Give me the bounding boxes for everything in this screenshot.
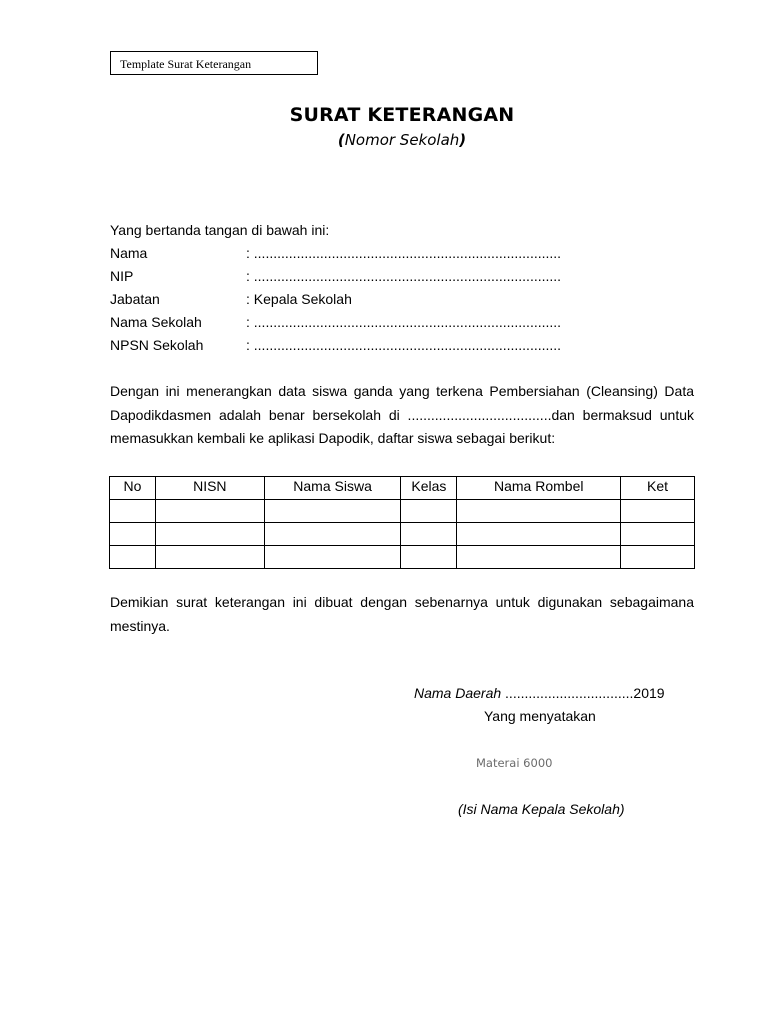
body-paragraph <box>110 380 694 451</box>
table-cell <box>110 546 156 569</box>
table-cell <box>457 546 621 569</box>
column-header-no: No <box>110 477 156 500</box>
column-header-nisn: NISN <box>155 477 264 500</box>
table-cell <box>457 500 621 523</box>
table-cell <box>110 500 156 523</box>
table-cell <box>621 500 695 523</box>
materai-stamp-label: Materai 6000 <box>476 756 553 770</box>
column-header-ket: Ket <box>621 477 695 500</box>
table-cell <box>155 500 264 523</box>
subtitle-open-paren: ( <box>337 131 345 149</box>
table-cell <box>264 546 401 569</box>
table-cell <box>155 546 264 569</box>
column-header-nama-siswa: Nama Siswa <box>264 477 401 500</box>
table-cell <box>110 523 156 546</box>
body-line-1: Dengan ini menerangkan data siswa ganda yang terkena Pembersiahan (Cleansing) Data <box>110 383 694 399</box>
field-label-nama: Nama <box>110 245 148 261</box>
signature-place-date <box>414 685 665 701</box>
table-cell <box>621 523 695 546</box>
field-label-nip: NIP <box>110 268 134 284</box>
subtitle-close-paren: ) <box>459 131 467 149</box>
student-table <box>109 476 695 569</box>
table-header-row <box>110 477 695 500</box>
document-title: SURAT KETERANGAN <box>289 104 515 126</box>
table-cell <box>401 546 457 569</box>
field-label-nama-sekolah: Nama Sekolah <box>110 314 202 330</box>
template-label: Template Surat Keterangan <box>120 57 252 71</box>
table-cell <box>155 523 264 546</box>
table-row <box>110 523 695 546</box>
field-value-nip: : ............................................................................... <box>246 268 562 284</box>
field-value-jabatan: : Kepala Sekolah <box>246 291 352 307</box>
signature-name: (Isi Nama Kepala Sekolah) <box>458 801 625 817</box>
field-value-npsn: : ............................................................................... <box>246 337 562 353</box>
table-cell <box>621 546 695 569</box>
field-label-jabatan: Jabatan <box>110 291 160 307</box>
body-line-3: memasukkan kembali ke aplikasi Dapodik, daftar siswa sebagai berikut: <box>110 430 556 446</box>
table-cell <box>457 523 621 546</box>
table-cell <box>401 523 457 546</box>
table-cell <box>264 523 401 546</box>
closing-line-1: Demikian surat keterangan ini dibuat dengan sebenarnya untuk digunakan sebagaimana <box>110 594 694 610</box>
subtitle-text: Nomor Sekolah <box>344 131 460 149</box>
signature-place: Nama Daerah <box>414 685 502 701</box>
column-header-nama-rombel: Nama Rombel <box>457 477 621 500</box>
field-value-nama: : ............................................................................... <box>246 245 562 261</box>
intro-text: Yang bertanda tangan di bawah ini: <box>110 222 330 238</box>
column-header-kelas: Kelas <box>401 477 457 500</box>
document-subtitle <box>0 131 768 149</box>
signature-date: .................................2019 <box>501 685 665 701</box>
signature-statement: Yang menyatakan <box>484 708 596 724</box>
field-value-nama-sekolah: : ............................................................................... <box>246 314 562 330</box>
table-cell <box>401 500 457 523</box>
field-label-npsn: NPSN Sekolah <box>110 337 204 353</box>
body-line-2: Dapodikdasmen adalah benar bersekolah di .....................................dan bermaksud untuk <box>110 406 694 423</box>
template-label-box <box>110 51 318 75</box>
closing-line-2: mestinya. <box>110 617 170 634</box>
closing-paragraph <box>110 591 694 638</box>
table-row <box>110 546 695 569</box>
table-cell <box>264 500 401 523</box>
table-row <box>110 500 695 523</box>
